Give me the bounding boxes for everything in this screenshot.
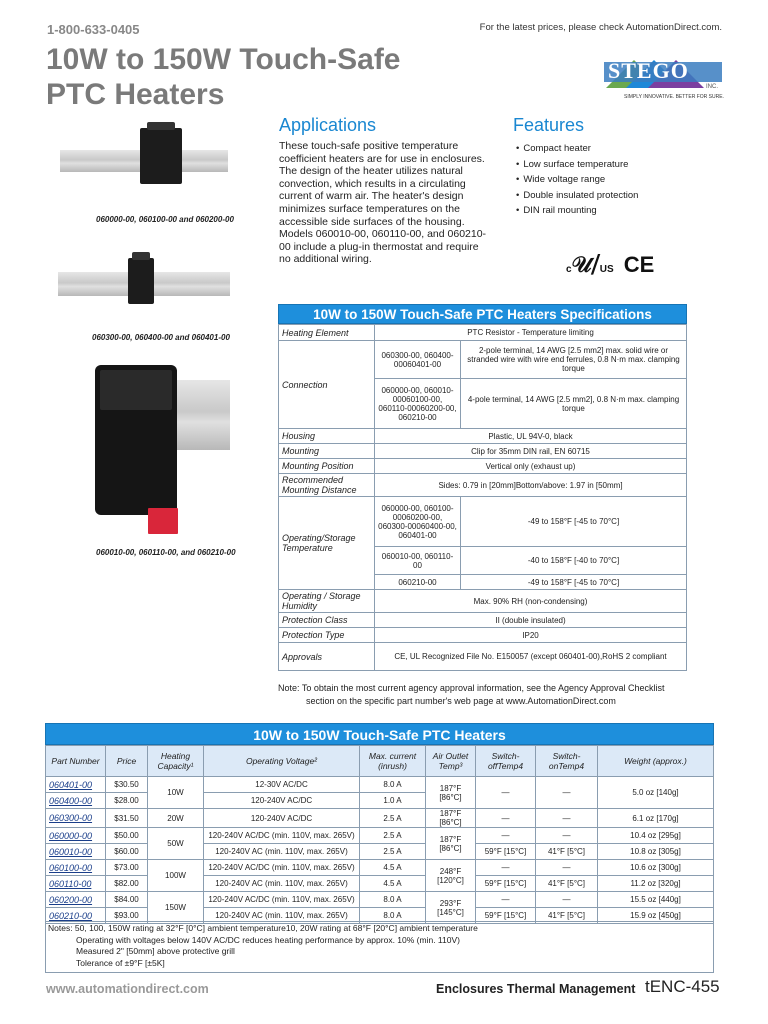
switch-on-cell: 41°F [5°C]: [536, 908, 598, 924]
caption-3: 060010-00, 060110-00, and 060210-00: [96, 548, 236, 557]
applications-heading: Applications: [279, 115, 377, 135]
price-cell: $73.00: [106, 860, 148, 876]
spec-value: PTC Resistor - Temperature limiting: [375, 325, 687, 341]
weight-cell: 10.8 oz [305g]: [598, 844, 714, 860]
switch-off-cell: —: [476, 828, 536, 844]
note-line: Tolerance of ±9°F [±5K]: [76, 957, 165, 968]
spec-models: 060300-00, 060400-00060401-00: [375, 341, 461, 379]
column-header: Switch-onTemp4: [536, 746, 598, 777]
spec-label: Housing: [279, 429, 375, 444]
column-header: Price: [106, 746, 148, 777]
logo-word: STEGO: [608, 58, 689, 83]
switch-off-cell: 59°F [15°C]: [476, 844, 536, 860]
part-number-link[interactable]: 060000-00: [46, 828, 106, 844]
caption-1: 060000-00, 060100-00 and 060200-00: [96, 215, 234, 224]
spec-label: Mounting: [279, 444, 375, 459]
list-item: • Wide voltage range: [516, 172, 638, 188]
spec-label: Heating Element: [279, 325, 375, 341]
approval-note-line-1: Note: To obtain the most current agency approval information, see the Agency Approval Checklist: [278, 683, 665, 693]
spec-value: 2-pole terminal, 14 AWG [2.5 mm2] max. solid wire or stranded wire with wire end ferrules, 0.8 N·m max. clamping torque: [461, 341, 687, 379]
voltage-cell: 120-240V AC/DC: [204, 809, 360, 828]
spec-label: Recommended Mounting Distance: [279, 474, 375, 497]
applications-text: These touch-safe positive temperature coefficient heaters are for use in enclosures. The design of the heater utilizes natural convection, which results in a circulating current of warm air. The heater's design minimizes surface temperatures on the accessible side surfaces of the housing. Models 060010-00, 060110-00, and 060210-00 include a plug-in thermostat and require no additional wiring.: [279, 140, 487, 266]
table-row: [46, 844, 714, 860]
caption-2: 060300-00, 060400-00 and 060401-00: [92, 333, 230, 342]
spec-label: Protection Type: [279, 628, 375, 643]
table-row: [46, 777, 714, 793]
current-cell: 4.5 A: [360, 876, 426, 892]
table-header-row: [46, 746, 714, 777]
page-number: tENC-455: [645, 977, 720, 996]
spec-label: Operating / Storage Humidity: [279, 590, 375, 613]
price-note: For the latest prices, please check AutomationDirect.com.: [479, 22, 722, 33]
part-number-link[interactable]: 060100-00: [46, 860, 106, 876]
ul-us-mark: US: [599, 264, 614, 275]
spec-value: CE, UL Recognized File No. E150057 (except 060401-00),RoHS 2 compliant: [375, 643, 687, 671]
weight-cell: 6.1 oz [170g]: [598, 809, 714, 828]
capacity-cell: 10W: [148, 777, 204, 809]
capacity-cell: 100W: [148, 860, 204, 892]
weight-cell: 15.9 oz [450g]: [598, 908, 714, 924]
spec-models: 060010-00, 060110-00: [375, 547, 461, 575]
capacity-cell: 150W: [148, 892, 204, 924]
outlet-temp-cell: 248°F [120°C]: [426, 860, 476, 892]
footer-section: Enclosures Thermal Management: [436, 982, 636, 996]
switch-on-cell: —: [536, 777, 598, 809]
price-cell: $60.00: [106, 844, 148, 860]
spec-value: IP20: [375, 628, 687, 643]
switch-off-cell: —: [476, 892, 536, 908]
switch-on-cell: —: [536, 828, 598, 844]
ul-c-mark: c: [566, 264, 572, 275]
voltage-cell: 120-240V AC/DC (min. 110V, max. 265V): [204, 892, 360, 908]
switch-on-cell: —: [536, 860, 598, 876]
price-cell: $82.00: [106, 876, 148, 892]
note-line: Measured 2" [50mm] above protective grill: [76, 946, 235, 956]
parts-table-title: 10W to 150W Touch-Safe PTC Heaters: [45, 723, 714, 745]
logo-inc: INC.: [706, 84, 718, 90]
spec-value: Sides: 0.79 in [20mm]Bottom/above: 1.97 in [50mm]: [375, 474, 687, 497]
parts-table: [45, 723, 714, 924]
part-number-link[interactable]: 060200-00: [46, 892, 106, 908]
price-cell: $84.00: [106, 892, 148, 908]
price-cell: $93.00: [106, 908, 148, 924]
current-cell: 2.5 A: [360, 844, 426, 860]
weight-cell: 15.5 oz [440g]: [598, 892, 714, 908]
column-header: Air Outlet Temp³: [426, 746, 476, 777]
column-header: Heating Capacity¹: [148, 746, 204, 777]
switch-on-cell: —: [536, 892, 598, 908]
voltage-cell: 120-240V AC (min. 110V, max. 265V): [204, 908, 360, 924]
features-heading: Features: [513, 115, 585, 135]
part-number-link[interactable]: 060010-00: [46, 844, 106, 860]
switch-off-cell: 59°F [15°C]: [476, 876, 536, 892]
voltage-cell: 120-240V AC/DC (min. 110V, max. 265V): [204, 828, 360, 844]
column-header: Part Number: [46, 746, 106, 777]
approval-note: [278, 682, 708, 708]
approval-note-line-2: section on the specific part number's web page at www.AutomationDirect.com: [306, 696, 616, 706]
switch-off-cell: 59°F [15°C]: [476, 908, 536, 924]
phone-number: 1-800-633-0405: [47, 22, 140, 37]
spec-value: II (double insulated): [375, 613, 687, 628]
current-cell: 1.0 A: [360, 793, 426, 809]
spec-models: 060000-00, 060010-00060100-00, 060110-00060200-00, 060210-00: [375, 379, 461, 429]
weight-cell: 10.4 oz [295g]: [598, 828, 714, 844]
column-header: Operating Voltage²: [204, 746, 360, 777]
list-item: • Compact heater: [516, 141, 638, 157]
current-cell: 2.5 A: [360, 828, 426, 844]
outlet-temp-cell: 187°F [86°C]: [426, 828, 476, 860]
spec-value: Max. 90% RH (non-condensing): [375, 590, 687, 613]
table-row: [46, 828, 714, 844]
ce-mark: CE: [623, 252, 655, 277]
capacity-cell: 20W: [148, 809, 204, 828]
list-item: • DIN rail mounting: [516, 203, 638, 219]
price-cell: $28.00: [106, 793, 148, 809]
footer-url[interactable]: www.automationdirect.com: [46, 982, 209, 996]
column-header: Max. current (inrush): [360, 746, 426, 777]
price-cell: $50.00: [106, 828, 148, 844]
voltage-cell: 120-240V AC (min. 110V, max. 265V): [204, 876, 360, 892]
note-line: Notes: 50, 100, 150W rating at 32°F [0°C] ambient temperature10, 20W rating at 68°F [20°C] ambient temperature: [48, 923, 478, 933]
part-number-link[interactable]: 060110-00: [46, 876, 106, 892]
list-item: • Low surface temperature: [516, 157, 638, 173]
voltage-cell: 120-240V AC/DC: [204, 793, 360, 809]
table-row: [46, 876, 714, 892]
spec-models: 060000-00, 060100-00060200-00, 060300-00060400-00, 060401-00: [375, 497, 461, 547]
spec-models: 060210-00: [375, 575, 461, 590]
stego-logo: [604, 56, 722, 102]
capacity-cell: 50W: [148, 828, 204, 860]
switch-on-cell: 41°F [5°C]: [536, 844, 598, 860]
list-item: • Double insulated protection: [516, 188, 638, 204]
spec-label: Connection: [279, 341, 375, 429]
spec-value: -49 to 158°F [-45 to 70°C]: [461, 497, 687, 547]
weight-cell: 11.2 oz [320g]: [598, 876, 714, 892]
part-number-link[interactable]: 060401-00: [46, 777, 106, 793]
outlet-temp-cell: 187°F [86°C]: [426, 809, 476, 828]
parts-notes: [45, 921, 714, 973]
current-cell: 8.0 A: [360, 777, 426, 793]
specifications-table: [278, 304, 687, 671]
part-number-link[interactable]: 060300-00: [46, 809, 106, 828]
spec-value: Clip for 35mm DIN rail, EN 60715: [375, 444, 687, 459]
page-title: [46, 42, 401, 112]
certification-marks: [566, 252, 654, 278]
ul-logo-icon: 𝒰⧸: [571, 252, 600, 277]
voltage-cell: 120-240V AC/DC (min. 110V, max. 265V): [204, 860, 360, 876]
weight-cell: 5.0 oz [140g]: [598, 777, 714, 809]
spec-label: Protection Class: [279, 613, 375, 628]
current-cell: 2.5 A: [360, 809, 426, 828]
column-header: Switch-offTemp4: [476, 746, 536, 777]
switch-off-cell: —: [476, 777, 536, 809]
features-list: [516, 141, 638, 219]
table-row: [46, 892, 714, 908]
part-number-link[interactable]: 060400-00: [46, 793, 106, 809]
price-cell: $30.50: [106, 777, 148, 793]
spec-value: -49 to 158°F [-45 to 70°C]: [461, 575, 687, 590]
spec-label: Approvals: [279, 643, 375, 671]
logo-tagline: SIMPLY INNOVATIVE. BETTER FOR SURE.: [624, 94, 724, 100]
voltage-cell: 12-30V AC/DC: [204, 777, 360, 793]
spec-label: Operating/Storage Temperature: [279, 497, 375, 590]
current-cell: 4.5 A: [360, 860, 426, 876]
switch-off-cell: —: [476, 860, 536, 876]
column-header: Weight (approx.): [598, 746, 714, 777]
price-cell: $31.50: [106, 809, 148, 828]
outlet-temp-cell: 293°F [145°C]: [426, 892, 476, 924]
weight-cell: 10.6 oz [300g]: [598, 860, 714, 876]
spec-value: -40 to 158°F [-40 to 70°C]: [461, 547, 687, 575]
voltage-cell: 120-240V AC (min. 110V, max. 265V): [204, 844, 360, 860]
title-line-1: 10W to 150W Touch-Safe: [46, 43, 401, 76]
spec-label: Mounting Position: [279, 459, 375, 474]
spec-value: Plastic, UL 94V-0, black: [375, 429, 687, 444]
title-line-2: PTC Heaters: [46, 78, 225, 111]
table-row: [46, 809, 714, 828]
switch-on-cell: 41°F [5°C]: [536, 876, 598, 892]
part-number-link[interactable]: 060210-00: [46, 908, 106, 924]
note-line: Operating with voltages below 140V AC/DC reduces heating performance by approx. 10% (min. 110V): [76, 934, 460, 945]
spec-value: Vertical only (exhaust up): [375, 459, 687, 474]
switch-on-cell: —: [536, 809, 598, 828]
outlet-temp-cell: 187°F [86°C]: [426, 777, 476, 809]
spec-table-title: 10W to 150W Touch-Safe PTC Heaters Specifications: [278, 304, 687, 324]
spec-value: 4-pole terminal, 14 AWG [2.5 mm2], 0.8 N·m max. clamping torque: [461, 379, 687, 429]
current-cell: 8.0 A: [360, 892, 426, 908]
current-cell: 8.0 A: [360, 908, 426, 924]
table-row: [46, 860, 714, 876]
switch-off-cell: —: [476, 809, 536, 828]
